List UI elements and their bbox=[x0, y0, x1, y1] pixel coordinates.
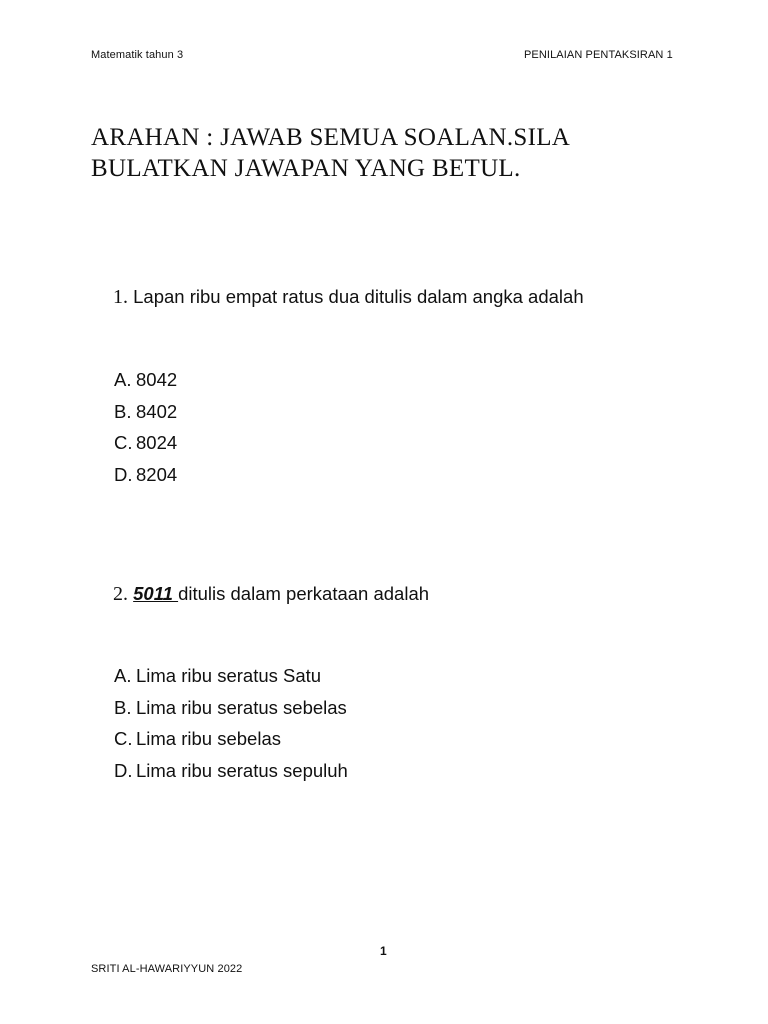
question-text: ditulis dalam perkataan adalah bbox=[178, 583, 430, 604]
option-c[interactable] bbox=[114, 430, 177, 462]
question-2-options bbox=[114, 663, 348, 789]
option-b[interactable] bbox=[114, 695, 348, 727]
instruction-line-1: ARAHAN : JAWAB SEMUA SOALAN.SILA bbox=[91, 124, 571, 151]
question-number: 2. bbox=[113, 583, 128, 605]
option-a[interactable] bbox=[114, 663, 348, 695]
option-c[interactable] bbox=[114, 726, 348, 758]
question-emphasis-number: 5011 bbox=[133, 583, 179, 604]
option-text: 8402 bbox=[136, 400, 178, 422]
option-text: 8042 bbox=[136, 369, 178, 390]
option-text: 8024 bbox=[136, 432, 178, 453]
option-letter: C. bbox=[114, 728, 133, 749]
instruction-line-2: BULATKAN JAWAPAN YANG BETUL. bbox=[91, 155, 521, 182]
option-letter: A. bbox=[114, 665, 132, 686]
question-2 bbox=[113, 583, 429, 606]
option-letter: B. bbox=[114, 696, 132, 718]
option-text: Lima ribu seratus Satu bbox=[136, 665, 322, 686]
page-number: 1 bbox=[380, 944, 387, 958]
question-text: Lapan ribu empat ratus dua ditulis dalam angka adalah bbox=[133, 286, 584, 307]
question-number: 1. bbox=[113, 286, 128, 308]
option-text: Lima ribu seratus sepuluh bbox=[136, 759, 348, 781]
option-text: Lima ribu sebelas bbox=[136, 728, 281, 749]
option-text: Lima ribu seratus sebelas bbox=[136, 696, 347, 718]
option-letter: B. bbox=[114, 400, 132, 422]
option-a[interactable] bbox=[114, 367, 177, 399]
header-assessment-title: PENILAIAN PENTAKSIRAN 1 bbox=[524, 49, 673, 61]
option-letter: C. bbox=[114, 432, 133, 453]
option-letter: A. bbox=[114, 369, 132, 390]
instruction-block bbox=[91, 122, 711, 184]
question-1 bbox=[113, 286, 584, 309]
option-b[interactable] bbox=[114, 399, 177, 431]
option-text: 8204 bbox=[136, 463, 178, 485]
option-d[interactable] bbox=[114, 462, 177, 494]
footer-school: SRITI AL-HAWARIYYUN 2022 bbox=[91, 963, 243, 975]
option-letter: D. bbox=[114, 463, 133, 485]
option-d[interactable] bbox=[114, 758, 348, 790]
question-1-options bbox=[114, 367, 177, 493]
option-letter: D. bbox=[114, 759, 133, 781]
header-subject: Matematik tahun 3 bbox=[91, 49, 184, 61]
